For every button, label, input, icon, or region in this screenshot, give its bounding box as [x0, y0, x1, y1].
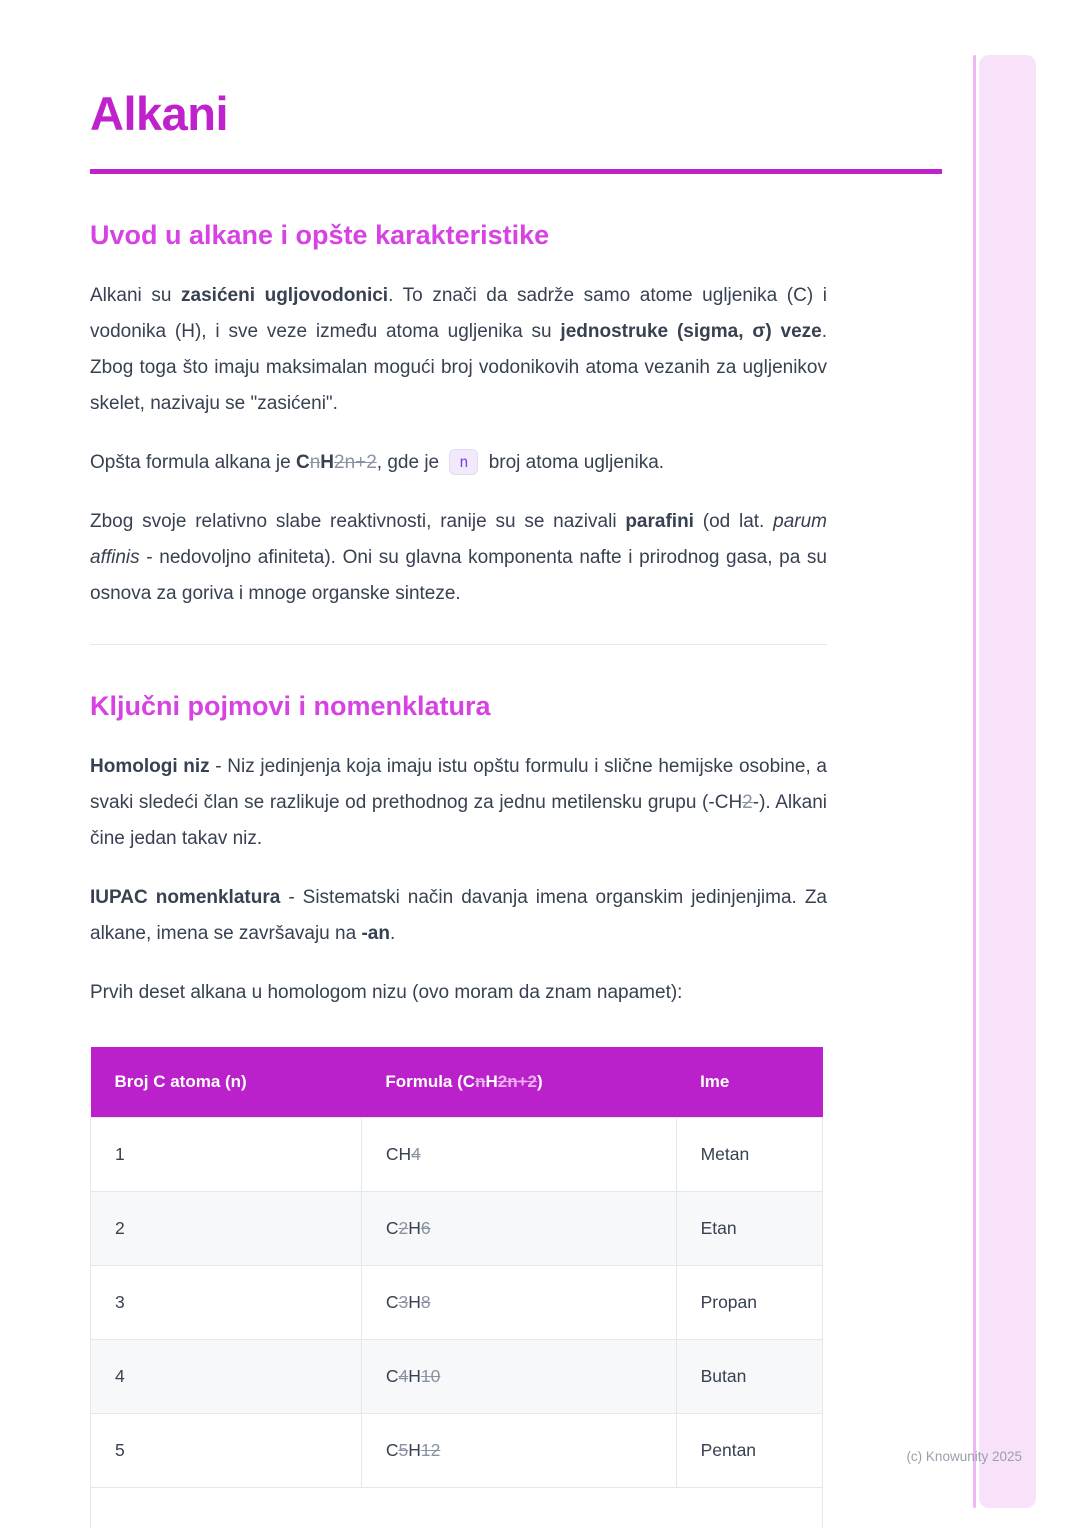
text-segment: H — [408, 1440, 421, 1460]
cell-formula — [361, 1266, 676, 1340]
text-segment: 4 — [398, 1366, 409, 1386]
table-header-row — [91, 1047, 823, 1118]
cell-formula — [361, 1340, 676, 1414]
text-segment: Broj C atoma (n) — [114, 1072, 247, 1091]
text-segment: Opšta formula alkana je — [90, 452, 296, 473]
cell-empty — [91, 1488, 823, 1528]
paragraph — [90, 445, 827, 481]
section-intro — [90, 220, 827, 612]
text-segment: jednostruke (sigma, σ) veze — [560, 321, 822, 342]
cell-name: Butan — [676, 1340, 822, 1414]
table-row-partial — [91, 1488, 823, 1528]
section-heading-key-terms: Ključni pojmovi i nomenklatura — [90, 691, 491, 721]
cell-name: Propan — [676, 1266, 822, 1340]
text-segment: CH — [385, 1144, 412, 1164]
right-margin-strip — [979, 55, 1036, 1508]
text-segment: 2 — [398, 1218, 409, 1238]
text-segment: 4 — [411, 1144, 421, 1164]
document-content — [90, 0, 942, 1528]
text-segment: Formula (C — [385, 1072, 476, 1091]
text-segment: 8 — [420, 1292, 431, 1312]
text-column — [90, 220, 827, 1528]
text-segment: IUPAC nomenklatura — [90, 887, 281, 908]
text-segment: Alkani su — [90, 285, 182, 306]
section-key-terms — [90, 691, 827, 1011]
cell-formula — [361, 1414, 676, 1488]
section-heading-intro: Uvod u alkane i opšte karakteristike — [90, 220, 550, 250]
text-segment: 3 — [398, 1292, 409, 1312]
header-cell-name — [676, 1047, 822, 1118]
header-cell-formula — [361, 1047, 676, 1118]
cell-carbon-count: 2 — [91, 1192, 362, 1266]
alkanes-table-head — [91, 1047, 823, 1118]
text-segment: - Sistematski način davanja imena organskim jedinjenjima. Za alkane, imena se završavaju na — [90, 887, 827, 944]
text-segment: parum affinis — [90, 511, 827, 568]
paragraph — [90, 975, 827, 1011]
table-row — [91, 1266, 823, 1340]
paragraph — [90, 749, 827, 857]
text-segment: (od lat. — [693, 511, 774, 532]
alkanes-table — [90, 1047, 823, 1528]
text-segment: 12 — [420, 1440, 441, 1460]
text-segment: H — [408, 1366, 421, 1386]
cell-carbon-count: 3 — [91, 1266, 362, 1340]
page-title: Alkani — [90, 87, 229, 140]
text-segment: ) — [536, 1072, 543, 1091]
text-segment: H — [320, 452, 334, 473]
text-segment: C — [295, 452, 310, 473]
text-segment: parafini — [625, 511, 694, 532]
text-segment: C — [385, 1366, 399, 1386]
cell-carbon-count: 5 — [91, 1414, 362, 1488]
title-divider — [90, 169, 942, 174]
paragraph — [90, 880, 827, 952]
table-row — [91, 1192, 823, 1266]
text-segment: - Niz jedinjenja koja imaju istu opštu formulu i slične hemijske osobine, a svaki sledeći član se razlikuje od prethodnog za jednu metilensku grupu (-CH — [90, 756, 827, 813]
text-segment: Ime — [700, 1072, 730, 1091]
text-segment: C — [385, 1440, 399, 1460]
text-segment: n — [475, 1072, 486, 1091]
text-segment: -). Alkani čine jedan takav niz. — [90, 792, 827, 849]
text-segment: . To znači da sadrže samo atome ugljenika (C) i vodonika (H), i sve veze između atoma ugljenika su — [90, 285, 828, 342]
table-row — [91, 1340, 823, 1414]
paragraph — [90, 504, 827, 612]
text-segment: zasićeni ugljovodonici — [181, 285, 389, 306]
cell-carbon-count: 4 — [91, 1340, 362, 1414]
text-segment: Zbog svoje relativno slabe reaktivnosti, ranije su se nazivali — [90, 511, 626, 532]
text-segment: 6 — [420, 1218, 431, 1238]
text-segment: 2 — [742, 792, 753, 813]
text-segment: -an — [361, 923, 390, 944]
cell-name: Etan — [676, 1192, 822, 1266]
text-segment: 5 — [398, 1440, 409, 1460]
text-segment: 10 — [420, 1366, 441, 1386]
paragraph — [90, 278, 827, 422]
alkanes-table-body — [91, 1118, 823, 1528]
text-segment: . Zbog toga što imaju maksimalan mogući broj vodonikovih atoma vezanih za ugljenikov skelet, nazivaju se "zasićeni". — [90, 321, 827, 414]
text-segment: Homologi niz — [90, 756, 210, 777]
text-segment: . — [389, 923, 396, 944]
text-segment: C — [385, 1292, 399, 1312]
right-margin-accent-line — [973, 55, 976, 1508]
cell-name: Pentan — [676, 1414, 822, 1488]
table-row — [91, 1414, 823, 1488]
copyright: (c) Knowunity 2025 — [906, 1449, 1022, 1464]
table-row — [91, 1118, 823, 1192]
text-segment: n — [309, 452, 321, 473]
text-segment: broj atoma ugljenika. — [483, 452, 665, 473]
text-segment: 2n+2 — [497, 1072, 537, 1091]
section-divider — [90, 644, 827, 645]
header-cell-carbon-count — [91, 1047, 362, 1118]
text-segment: 2n+2 — [334, 452, 377, 473]
text-segment: - nedovoljno afiniteta). Oni su glavna komponenta nafte i prirodnog gasa, pa su osnova za goriva i mnoge organske sinteze. — [90, 547, 827, 604]
inline-code-badge: n — [449, 449, 478, 475]
text-segment: H — [485, 1072, 498, 1091]
text-segment: C — [385, 1218, 399, 1238]
text-segment: H — [408, 1218, 421, 1238]
text-segment: H — [408, 1292, 421, 1312]
cell-name: Metan — [676, 1118, 822, 1192]
text-segment: Prvih deset alkana u homologom nizu (ovo moram da znam napamet): — [90, 982, 683, 1003]
cell-formula — [361, 1118, 676, 1192]
cell-carbon-count: 1 — [91, 1118, 362, 1192]
cell-formula — [361, 1192, 676, 1266]
text-segment: , gde je — [376, 452, 445, 473]
